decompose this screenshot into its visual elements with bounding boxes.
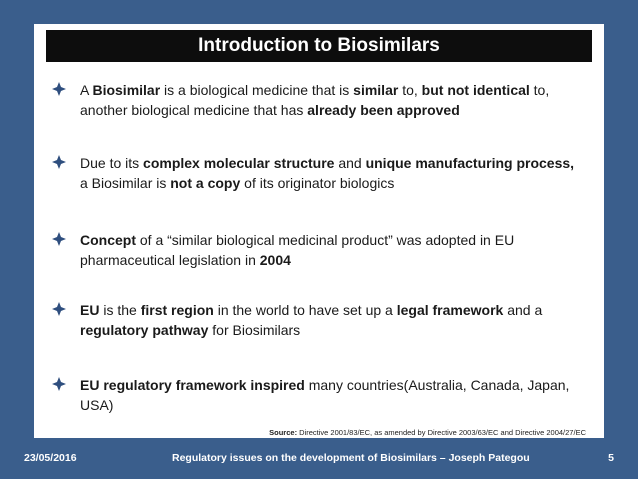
text-phrase: to,	[398, 82, 422, 98]
text-phrase: is the	[99, 302, 141, 318]
footer-date: 23/05/2016	[24, 452, 77, 464]
bold-phrase: legal framework	[396, 302, 504, 318]
text-phrase: in the world to have set up a	[213, 302, 397, 318]
bold-phrase: complex molecular structure	[143, 155, 335, 171]
bold-phrase: EU regulatory framework inspired	[80, 377, 305, 393]
bold-phrase: Biosimilar	[92, 82, 161, 98]
bullet-item	[52, 153, 582, 193]
text-phrase: is a biological medicine that is	[160, 82, 354, 98]
diamond-bullet-icon	[52, 155, 66, 169]
text-phrase: and	[334, 155, 366, 171]
bullet-text	[52, 300, 582, 340]
bullet-text	[52, 80, 582, 120]
text-phrase: to, another biological medicine that has	[80, 82, 550, 118]
bold-phrase: already been approved	[307, 102, 460, 118]
text-phrase: many countries(Australia, Canada, Japan, USA)	[80, 377, 570, 413]
bullet-item	[52, 80, 582, 120]
bold-phrase: but not identical	[421, 82, 530, 98]
bold-phrase: unique manufacturing process,	[365, 155, 575, 171]
source-text: Directive 2001/83/EC, as amended by Directive 2003/63/EC and Directive 2004/27/EC	[297, 428, 586, 437]
text-phrase: A	[80, 82, 93, 98]
diamond-bullet-icon	[52, 232, 66, 246]
text-phrase: a Biosimilar is	[80, 175, 171, 191]
diamond-bullet-icon	[52, 377, 66, 391]
diamond-bullet-icon	[52, 82, 66, 96]
text-phrase: of a “similar biological medicinal product” was adopted in EU pharmaceutical legislation in	[80, 232, 515, 268]
text-phrase: for Biosimilars	[208, 322, 301, 338]
footer-caption: Regulatory issues on the development of Biosimilars – Joseph Pategou	[172, 452, 530, 464]
source-label: Source:	[269, 428, 298, 437]
slide-footer	[0, 446, 638, 470]
slide-title: Introduction to Biosimilars	[46, 30, 592, 62]
source-citation	[269, 428, 586, 437]
bullet-text	[52, 230, 582, 270]
page-number: 5	[608, 452, 614, 464]
text-phrase: of its originator biologics	[240, 175, 395, 191]
bullet-text	[52, 375, 582, 415]
bullet-item	[52, 375, 582, 415]
bold-phrase: first region	[140, 302, 214, 318]
bold-phrase: 2004	[259, 252, 291, 268]
diamond-bullet-icon	[52, 302, 66, 316]
bullet-item	[52, 230, 582, 270]
bullet-item	[52, 300, 582, 340]
bold-phrase: similar	[353, 82, 399, 98]
bold-phrase: Concept	[80, 232, 136, 248]
bold-phrase: regulatory pathway	[80, 322, 209, 338]
text-phrase: and a	[503, 302, 543, 318]
bold-phrase: EU	[80, 302, 100, 318]
bold-phrase: not a copy	[170, 175, 241, 191]
text-phrase: Due to its	[80, 155, 144, 171]
bullet-text	[52, 153, 582, 193]
